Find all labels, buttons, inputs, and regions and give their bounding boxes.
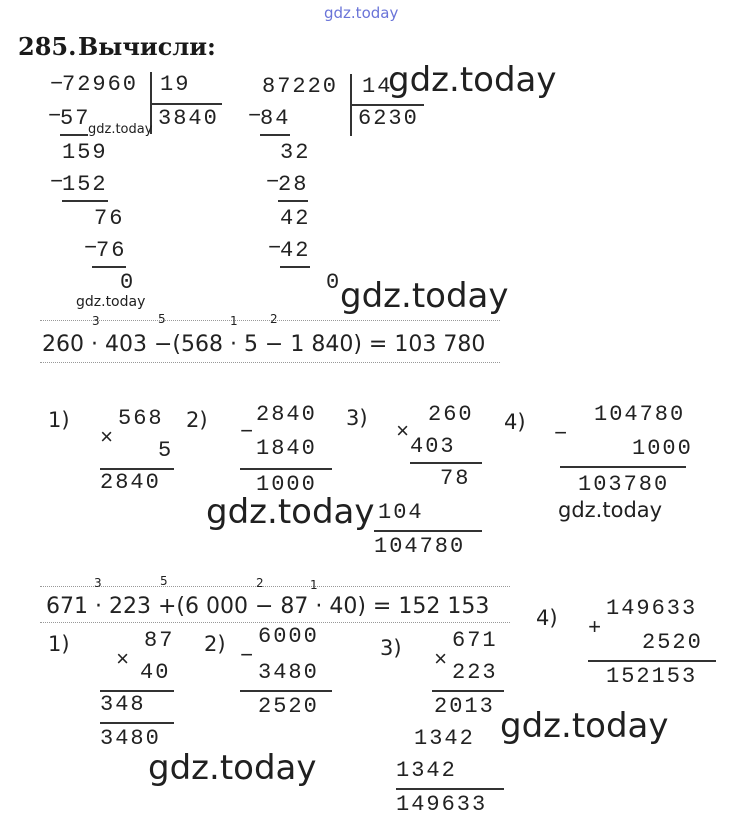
division-step: 84 (260, 106, 291, 131)
dividend: 72960 (62, 72, 139, 97)
partial-product: 78 (440, 466, 471, 491)
step-label: 2) (186, 408, 208, 432)
minus-sign: − (266, 170, 282, 195)
division-remainder: 0 (326, 270, 342, 295)
operation-order: 2 (256, 576, 264, 590)
partial-product: 348 (100, 692, 146, 717)
operation-order: 1 (230, 314, 238, 328)
expression: 671 · 223 +(6 000 − 87 · 40) = 152 153 (46, 594, 490, 619)
operand: 1000 (632, 436, 693, 461)
minus-sign: − (48, 104, 64, 129)
watermark-medium: gdz.today (558, 498, 663, 522)
step-label: 1) (48, 408, 70, 432)
times-sign: × (434, 648, 450, 673)
result: 152153 (606, 664, 698, 689)
minus-sign: − (240, 644, 256, 669)
watermark-small: gdz.today (76, 294, 146, 310)
operand: 2840 (256, 402, 317, 427)
result: 3480 (100, 726, 161, 751)
operand: 40 (140, 660, 171, 685)
division-step: 76 (96, 238, 127, 263)
operand: 2520 (642, 630, 703, 655)
partial-product: 2013 (434, 694, 495, 719)
divisor: 14 (362, 74, 393, 99)
operation-order: 5 (158, 312, 166, 326)
task-title: Вычисли: (78, 32, 216, 61)
operand: 87 (144, 628, 175, 653)
watermark-top: gdz.today (324, 4, 399, 22)
step-label: 3) (346, 406, 368, 430)
operand: 671 (452, 628, 498, 653)
step-label: 3) (380, 636, 402, 660)
step-label: 4) (536, 606, 558, 630)
watermark-large: gdz.today (388, 60, 557, 100)
times-sign: × (100, 426, 116, 451)
minus-sign: − (50, 72, 66, 97)
operand: 403 (410, 434, 456, 459)
operation-order: 1 (310, 578, 318, 592)
partial-product: 1342 (396, 758, 457, 783)
watermark-small: gdz.today (88, 122, 153, 137)
step-label: 1) (48, 632, 70, 656)
division-step: 76 (94, 206, 125, 231)
watermark-large: gdz.today (500, 706, 669, 746)
division-step: 42 (280, 238, 311, 263)
operation-order: 2 (270, 312, 278, 326)
watermark-large: gdz.today (340, 276, 509, 316)
task-number: 285. (18, 32, 77, 61)
watermark-large: gdz.today (206, 492, 375, 532)
operand: 3480 (258, 660, 319, 685)
division-step: 28 (278, 172, 309, 197)
minus-sign: − (268, 236, 284, 261)
partial-product: 1342 (414, 726, 475, 751)
operation-order: 3 (94, 576, 102, 590)
result: 2840 (100, 470, 161, 495)
dividend: 87220 (262, 74, 339, 99)
operand: 260 (428, 402, 474, 427)
watermark-large: gdz.today (148, 748, 317, 788)
operand: 568 (118, 406, 164, 431)
operation-order: 5 (160, 574, 168, 588)
result: 149633 (396, 792, 488, 817)
minus-sign: − (240, 420, 256, 445)
division-step: 42 (280, 206, 311, 231)
division-remainder: 0 (120, 270, 136, 295)
quotient: 3840 (158, 106, 219, 131)
result: 1000 (256, 472, 317, 497)
result: 104780 (374, 534, 466, 559)
result: 103780 (578, 472, 670, 497)
division-step: 32 (280, 140, 311, 165)
minus-sign: − (50, 170, 66, 195)
operand: 6000 (258, 624, 319, 649)
plus-sign: + (588, 616, 604, 641)
operand: 1840 (256, 436, 317, 461)
division-step: 159 (62, 140, 108, 165)
expression: 260 · 403 −(568 · 5 − 1 840) = 103 780 (42, 332, 486, 357)
operand: 149633 (606, 596, 698, 621)
quotient: 6230 (358, 106, 419, 131)
divisor: 19 (160, 72, 191, 97)
step-label: 2) (204, 632, 226, 656)
minus-sign: − (554, 422, 570, 447)
result: 2520 (258, 694, 319, 719)
partial-product: 104 (378, 500, 424, 525)
operand: 223 (452, 660, 498, 685)
operand: 5 (158, 438, 174, 463)
division-step: 57 (60, 106, 91, 131)
minus-sign: − (248, 104, 264, 129)
step-label: 4) (504, 410, 526, 434)
division-step: 152 (62, 172, 108, 197)
minus-sign: − (84, 236, 100, 261)
times-sign: × (116, 648, 132, 673)
operand: 104780 (594, 402, 686, 427)
operation-order: 3 (92, 314, 100, 328)
times-sign: × (396, 420, 412, 445)
